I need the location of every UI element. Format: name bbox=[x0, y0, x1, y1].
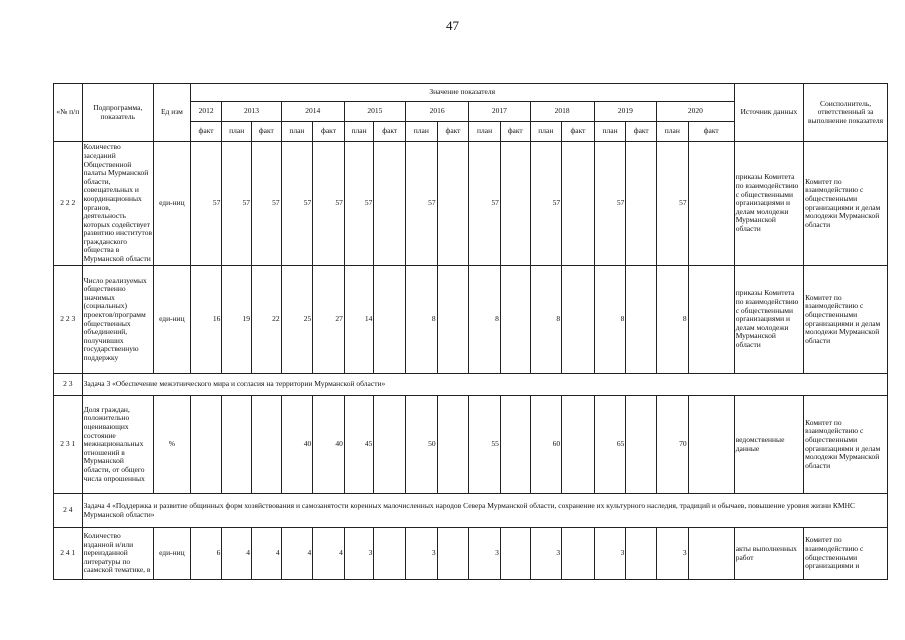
value-cell: 57 bbox=[406, 142, 438, 266]
source-cell: ведомственные данные bbox=[734, 396, 803, 494]
value-cell bbox=[374, 142, 406, 266]
indicator-name: Количество изданной и/или переизданной литературы по саамской тематике, в bbox=[82, 528, 153, 580]
task-row bbox=[54, 374, 888, 396]
value-cell: 40 bbox=[313, 396, 345, 494]
value-cell bbox=[251, 396, 281, 494]
value-cell: 3 bbox=[469, 528, 501, 580]
value-cell bbox=[626, 396, 657, 494]
value-cell: 8 bbox=[594, 266, 626, 374]
value-cell: 8 bbox=[657, 266, 689, 374]
value-cell: 22 bbox=[251, 266, 281, 374]
value-cell: 4 bbox=[251, 528, 281, 580]
year-header: 2012 bbox=[190, 102, 222, 122]
value-cell: 3 bbox=[406, 528, 438, 580]
fact-subheader: факт bbox=[500, 122, 530, 142]
unit-cell: еди-ниц bbox=[154, 528, 191, 580]
year-header: 2013 bbox=[222, 102, 281, 122]
plan-subheader: план bbox=[222, 122, 252, 142]
value-cell: 60 bbox=[530, 396, 562, 494]
plan-subheader: план bbox=[469, 122, 501, 142]
value-cell: 27 bbox=[313, 266, 345, 374]
indicator-table bbox=[53, 83, 888, 580]
table-row bbox=[54, 266, 888, 374]
value-cell: 4 bbox=[281, 528, 313, 580]
col-coexec-header: Соисполнитель, ответственный за выполнение показателя bbox=[804, 84, 888, 142]
plan-subheader: план bbox=[406, 122, 438, 142]
value-cell bbox=[374, 528, 406, 580]
unit-cell: еди-ниц bbox=[154, 266, 191, 374]
value-cell bbox=[500, 528, 530, 580]
plan-subheader: план bbox=[281, 122, 313, 142]
value-cell: 8 bbox=[530, 266, 562, 374]
source-cell: приказы Комитета по взаимодействию с общественными организациями и делам молодежи Мурманской области bbox=[734, 142, 803, 266]
fact-subheader: факт bbox=[688, 122, 734, 142]
year-header: 2015 bbox=[344, 102, 405, 122]
plan-subheader: план bbox=[344, 122, 374, 142]
fact-subheader: факт bbox=[313, 122, 345, 142]
value-cell: 57 bbox=[222, 142, 252, 266]
value-cell bbox=[437, 266, 469, 374]
value-cell: 45 bbox=[344, 396, 374, 494]
year-header: 2014 bbox=[281, 102, 344, 122]
value-cell: 57 bbox=[281, 142, 313, 266]
value-cell: 70 bbox=[657, 396, 689, 494]
fact-subheader: факт bbox=[437, 122, 469, 142]
unit-cell: % bbox=[154, 396, 191, 494]
value-cell bbox=[437, 396, 469, 494]
value-cell bbox=[374, 266, 406, 374]
fact-subheader: факт bbox=[190, 122, 222, 142]
indicator-name: Количество заседаний Общественной палаты Мурманской области, совещательных и координационных органов, деятельность которых содействует развитию институтов гражданского общества в Мурманской области bbox=[82, 142, 153, 266]
value-cell bbox=[688, 142, 734, 266]
plan-subheader: план bbox=[594, 122, 626, 142]
value-cell: 3 bbox=[657, 528, 689, 580]
value-cell: 8 bbox=[406, 266, 438, 374]
year-header: 2020 bbox=[657, 102, 735, 122]
row-number: 2 2 2 bbox=[54, 142, 83, 266]
value-cell: 16 bbox=[190, 266, 222, 374]
page-number: 47 bbox=[446, 18, 459, 33]
value-cell: 4 bbox=[313, 528, 345, 580]
value-cell: 3 bbox=[344, 528, 374, 580]
value-cell: 14 bbox=[344, 266, 374, 374]
indicator-name: Число реализуемых общественно значимых (социальных) проектов/программ общественных объединений, получивших государственную поддержку bbox=[82, 266, 153, 374]
value-cell: 25 bbox=[281, 266, 313, 374]
value-cell bbox=[626, 266, 657, 374]
value-cell: 19 bbox=[222, 266, 252, 374]
value-cell bbox=[374, 396, 406, 494]
value-cell: 57 bbox=[657, 142, 689, 266]
year-header: 2016 bbox=[406, 102, 469, 122]
value-cell: 50 bbox=[406, 396, 438, 494]
year-header: 2017 bbox=[469, 102, 530, 122]
value-cell bbox=[626, 528, 657, 580]
plan-subheader: план bbox=[530, 122, 562, 142]
coexecutor-cell: Комитет по взаимодействию с общественными организациями и bbox=[804, 528, 888, 580]
value-cell bbox=[562, 396, 595, 494]
task-title: Задача 3 «Обеспечение межэтнического мира и согласия на территории Мурманской области» bbox=[82, 374, 887, 396]
value-cell bbox=[688, 396, 734, 494]
table-row bbox=[54, 142, 888, 266]
col-unit-header: Ед изм bbox=[154, 84, 191, 142]
value-cell: 57 bbox=[313, 142, 345, 266]
value-cell: 55 bbox=[469, 396, 501, 494]
year-header: 2019 bbox=[594, 102, 656, 122]
col-program-header: Подпрограмма, показатель bbox=[82, 84, 153, 142]
row-number: 2 3 1 bbox=[54, 396, 83, 494]
value-cell: 8 bbox=[469, 266, 501, 374]
task-row bbox=[54, 494, 888, 528]
value-cell: 57 bbox=[344, 142, 374, 266]
value-cell bbox=[626, 142, 657, 266]
source-cell: приказы Комитета по взаимодействию с общественными организациями и делам молодежи Мурманской области bbox=[734, 266, 803, 374]
indicator-name: Доля граждан, положительно оценивающих состояние межнациональных отношений в Мурманской области, от общего числа опрошенных bbox=[82, 396, 153, 494]
fact-subheader: факт bbox=[374, 122, 406, 142]
value-cell: 57 bbox=[190, 142, 222, 266]
col-num-header: «№ п/п bbox=[54, 84, 83, 142]
value-cell bbox=[437, 142, 469, 266]
value-cell bbox=[222, 396, 252, 494]
source-cell: акты выполненных работ bbox=[734, 528, 803, 580]
task-title: Задача 4 «Поддержка и развитие общинных форм хозяйствования и самозанятости коренных малочисленных народов Севера Мурманской области, сохранение их культурного наследия, традиций и обычаев, повышение уровня жизни КМНС Мурманской области» bbox=[82, 494, 887, 528]
fact-subheader: факт bbox=[562, 122, 595, 142]
value-cell: 4 bbox=[222, 528, 252, 580]
value-cell: 57 bbox=[594, 142, 626, 266]
row-number: 2 3 bbox=[54, 374, 83, 396]
fact-subheader: факт bbox=[626, 122, 657, 142]
value-cell bbox=[562, 266, 595, 374]
plan-subheader: план bbox=[657, 122, 689, 142]
coexecutor-cell: Комитет по взаимодействию с общественными организациями и делам молодежи Мурманской области bbox=[804, 142, 888, 266]
table-row bbox=[54, 528, 888, 580]
table-row bbox=[54, 396, 888, 494]
value-cell: 3 bbox=[530, 528, 562, 580]
value-group-header: Значение показателя bbox=[190, 84, 734, 102]
value-cell: 57 bbox=[469, 142, 501, 266]
value-cell bbox=[190, 396, 222, 494]
value-cell: 3 bbox=[594, 528, 626, 580]
value-cell bbox=[562, 142, 595, 266]
year-header: 2018 bbox=[530, 102, 594, 122]
value-cell bbox=[500, 266, 530, 374]
value-cell: 65 bbox=[594, 396, 626, 494]
col-source-header: Источник данных bbox=[734, 84, 803, 142]
row-number: 2 4 1 bbox=[54, 528, 83, 580]
row-number: 2 4 bbox=[54, 494, 83, 528]
value-cell bbox=[437, 528, 469, 580]
coexecutor-cell: Комитет по взаимодействию с общественными организациями и делам молодежи Мурманской области bbox=[804, 266, 888, 374]
value-cell bbox=[562, 528, 595, 580]
value-cell: 57 bbox=[251, 142, 281, 266]
fact-subheader: факт bbox=[251, 122, 281, 142]
value-cell: 40 bbox=[281, 396, 313, 494]
value-cell bbox=[500, 396, 530, 494]
coexecutor-cell: Комитет по взаимодействию с общественными организациями и делам молодежи Мурманской области bbox=[804, 396, 888, 494]
unit-cell: еди-ниц bbox=[154, 142, 191, 266]
value-cell: 57 bbox=[530, 142, 562, 266]
value-cell bbox=[688, 528, 734, 580]
row-number: 2 2 3 bbox=[54, 266, 83, 374]
value-cell: 6 bbox=[190, 528, 222, 580]
value-cell bbox=[688, 266, 734, 374]
value-cell bbox=[500, 142, 530, 266]
